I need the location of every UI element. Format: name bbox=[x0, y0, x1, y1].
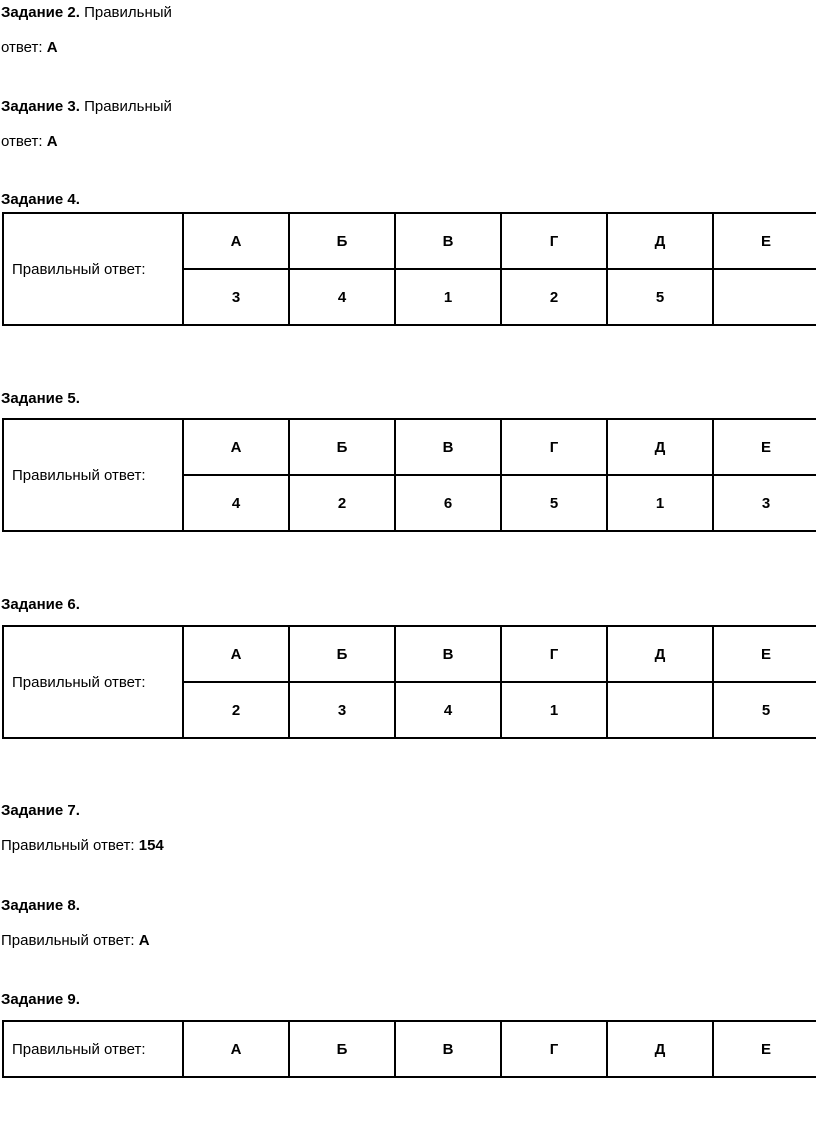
header-cell: Д bbox=[607, 626, 713, 682]
task7-answer: 154 bbox=[138, 837, 164, 854]
header-cell: Г bbox=[501, 213, 607, 269]
value-cell: 1 bbox=[607, 475, 713, 531]
task6-answer-table bbox=[2, 625, 816, 739]
task3-text2: ответ: bbox=[1, 133, 47, 150]
header-cell: Е bbox=[713, 626, 816, 682]
task4-heading: Задание 4. bbox=[1, 191, 80, 208]
task5-heading: Задание 5. bbox=[1, 390, 80, 407]
task7-text: Правильный ответ: bbox=[1, 837, 139, 854]
task8-answer: А bbox=[138, 932, 150, 949]
header-cell: А bbox=[183, 213, 289, 269]
task9-answer-table bbox=[2, 1020, 816, 1078]
header-cell: Е bbox=[713, 419, 816, 475]
header-cell: А bbox=[183, 419, 289, 475]
value-cell: 3 bbox=[289, 682, 395, 738]
value-cell: 2 bbox=[501, 269, 607, 325]
task8-heading: Задание 8. bbox=[1, 897, 80, 914]
header-cell: В bbox=[395, 626, 501, 682]
value-cell: 5 bbox=[713, 682, 816, 738]
value-cell: 5 bbox=[607, 269, 713, 325]
table-row bbox=[3, 213, 816, 269]
answer-label: Правильный ответ: bbox=[3, 626, 183, 738]
value-cell: 3 bbox=[713, 475, 816, 531]
task3-text1: Правильный bbox=[79, 98, 172, 115]
task2-text1: Правильный bbox=[79, 4, 172, 21]
task3-line1 bbox=[1, 98, 172, 116]
answer-label: Правильный ответ: bbox=[3, 1021, 183, 1077]
value-cell: 2 bbox=[289, 475, 395, 531]
header-cell: Б bbox=[289, 1021, 395, 1077]
header-cell: Д bbox=[607, 213, 713, 269]
header-cell: Е bbox=[713, 213, 816, 269]
task2-line2 bbox=[1, 39, 58, 57]
table-row bbox=[3, 419, 816, 475]
header-cell: Д bbox=[607, 1021, 713, 1077]
value-cell: 4 bbox=[395, 682, 501, 738]
value-cell: 4 bbox=[289, 269, 395, 325]
task6-heading: Задание 6. bbox=[1, 596, 80, 613]
task5-answer-table bbox=[2, 418, 816, 532]
value-cell: 2 bbox=[183, 682, 289, 738]
task3-line2 bbox=[1, 133, 58, 151]
header-cell: В bbox=[395, 419, 501, 475]
value-cell: 5 bbox=[501, 475, 607, 531]
header-cell: Г bbox=[501, 626, 607, 682]
task4-answer-table bbox=[2, 212, 816, 326]
value-cell bbox=[607, 682, 713, 738]
value-cell bbox=[713, 269, 816, 325]
header-cell: А bbox=[183, 626, 289, 682]
header-cell: Б bbox=[289, 213, 395, 269]
value-cell: 3 bbox=[183, 269, 289, 325]
header-cell: А bbox=[183, 1021, 289, 1077]
task2-heading: Задание 2. bbox=[1, 4, 80, 21]
task9-heading: Задание 9. bbox=[1, 991, 80, 1008]
header-cell: В bbox=[395, 213, 501, 269]
value-cell: 1 bbox=[501, 682, 607, 738]
answer-label: Правильный ответ: bbox=[3, 213, 183, 325]
header-cell: В bbox=[395, 1021, 501, 1077]
header-cell: Б bbox=[289, 626, 395, 682]
task2-line1 bbox=[1, 4, 172, 22]
task2-answer: А bbox=[46, 39, 58, 56]
header-cell: Г bbox=[501, 419, 607, 475]
task7-line bbox=[1, 837, 164, 855]
table-row bbox=[3, 1021, 816, 1077]
header-cell: Д bbox=[607, 419, 713, 475]
value-cell: 1 bbox=[395, 269, 501, 325]
header-cell: Б bbox=[289, 419, 395, 475]
task7-heading: Задание 7. bbox=[1, 802, 80, 819]
task3-answer: А bbox=[46, 133, 58, 150]
table-row bbox=[3, 626, 816, 682]
task8-text: Правильный ответ: bbox=[1, 932, 139, 949]
value-cell: 6 bbox=[395, 475, 501, 531]
header-cell: Е bbox=[713, 1021, 816, 1077]
task2-text2: ответ: bbox=[1, 39, 47, 56]
task3-heading: Задание 3. bbox=[1, 98, 80, 115]
task8-line bbox=[1, 932, 150, 950]
answer-label: Правильный ответ: bbox=[3, 419, 183, 531]
value-cell: 4 bbox=[183, 475, 289, 531]
header-cell: Г bbox=[501, 1021, 607, 1077]
